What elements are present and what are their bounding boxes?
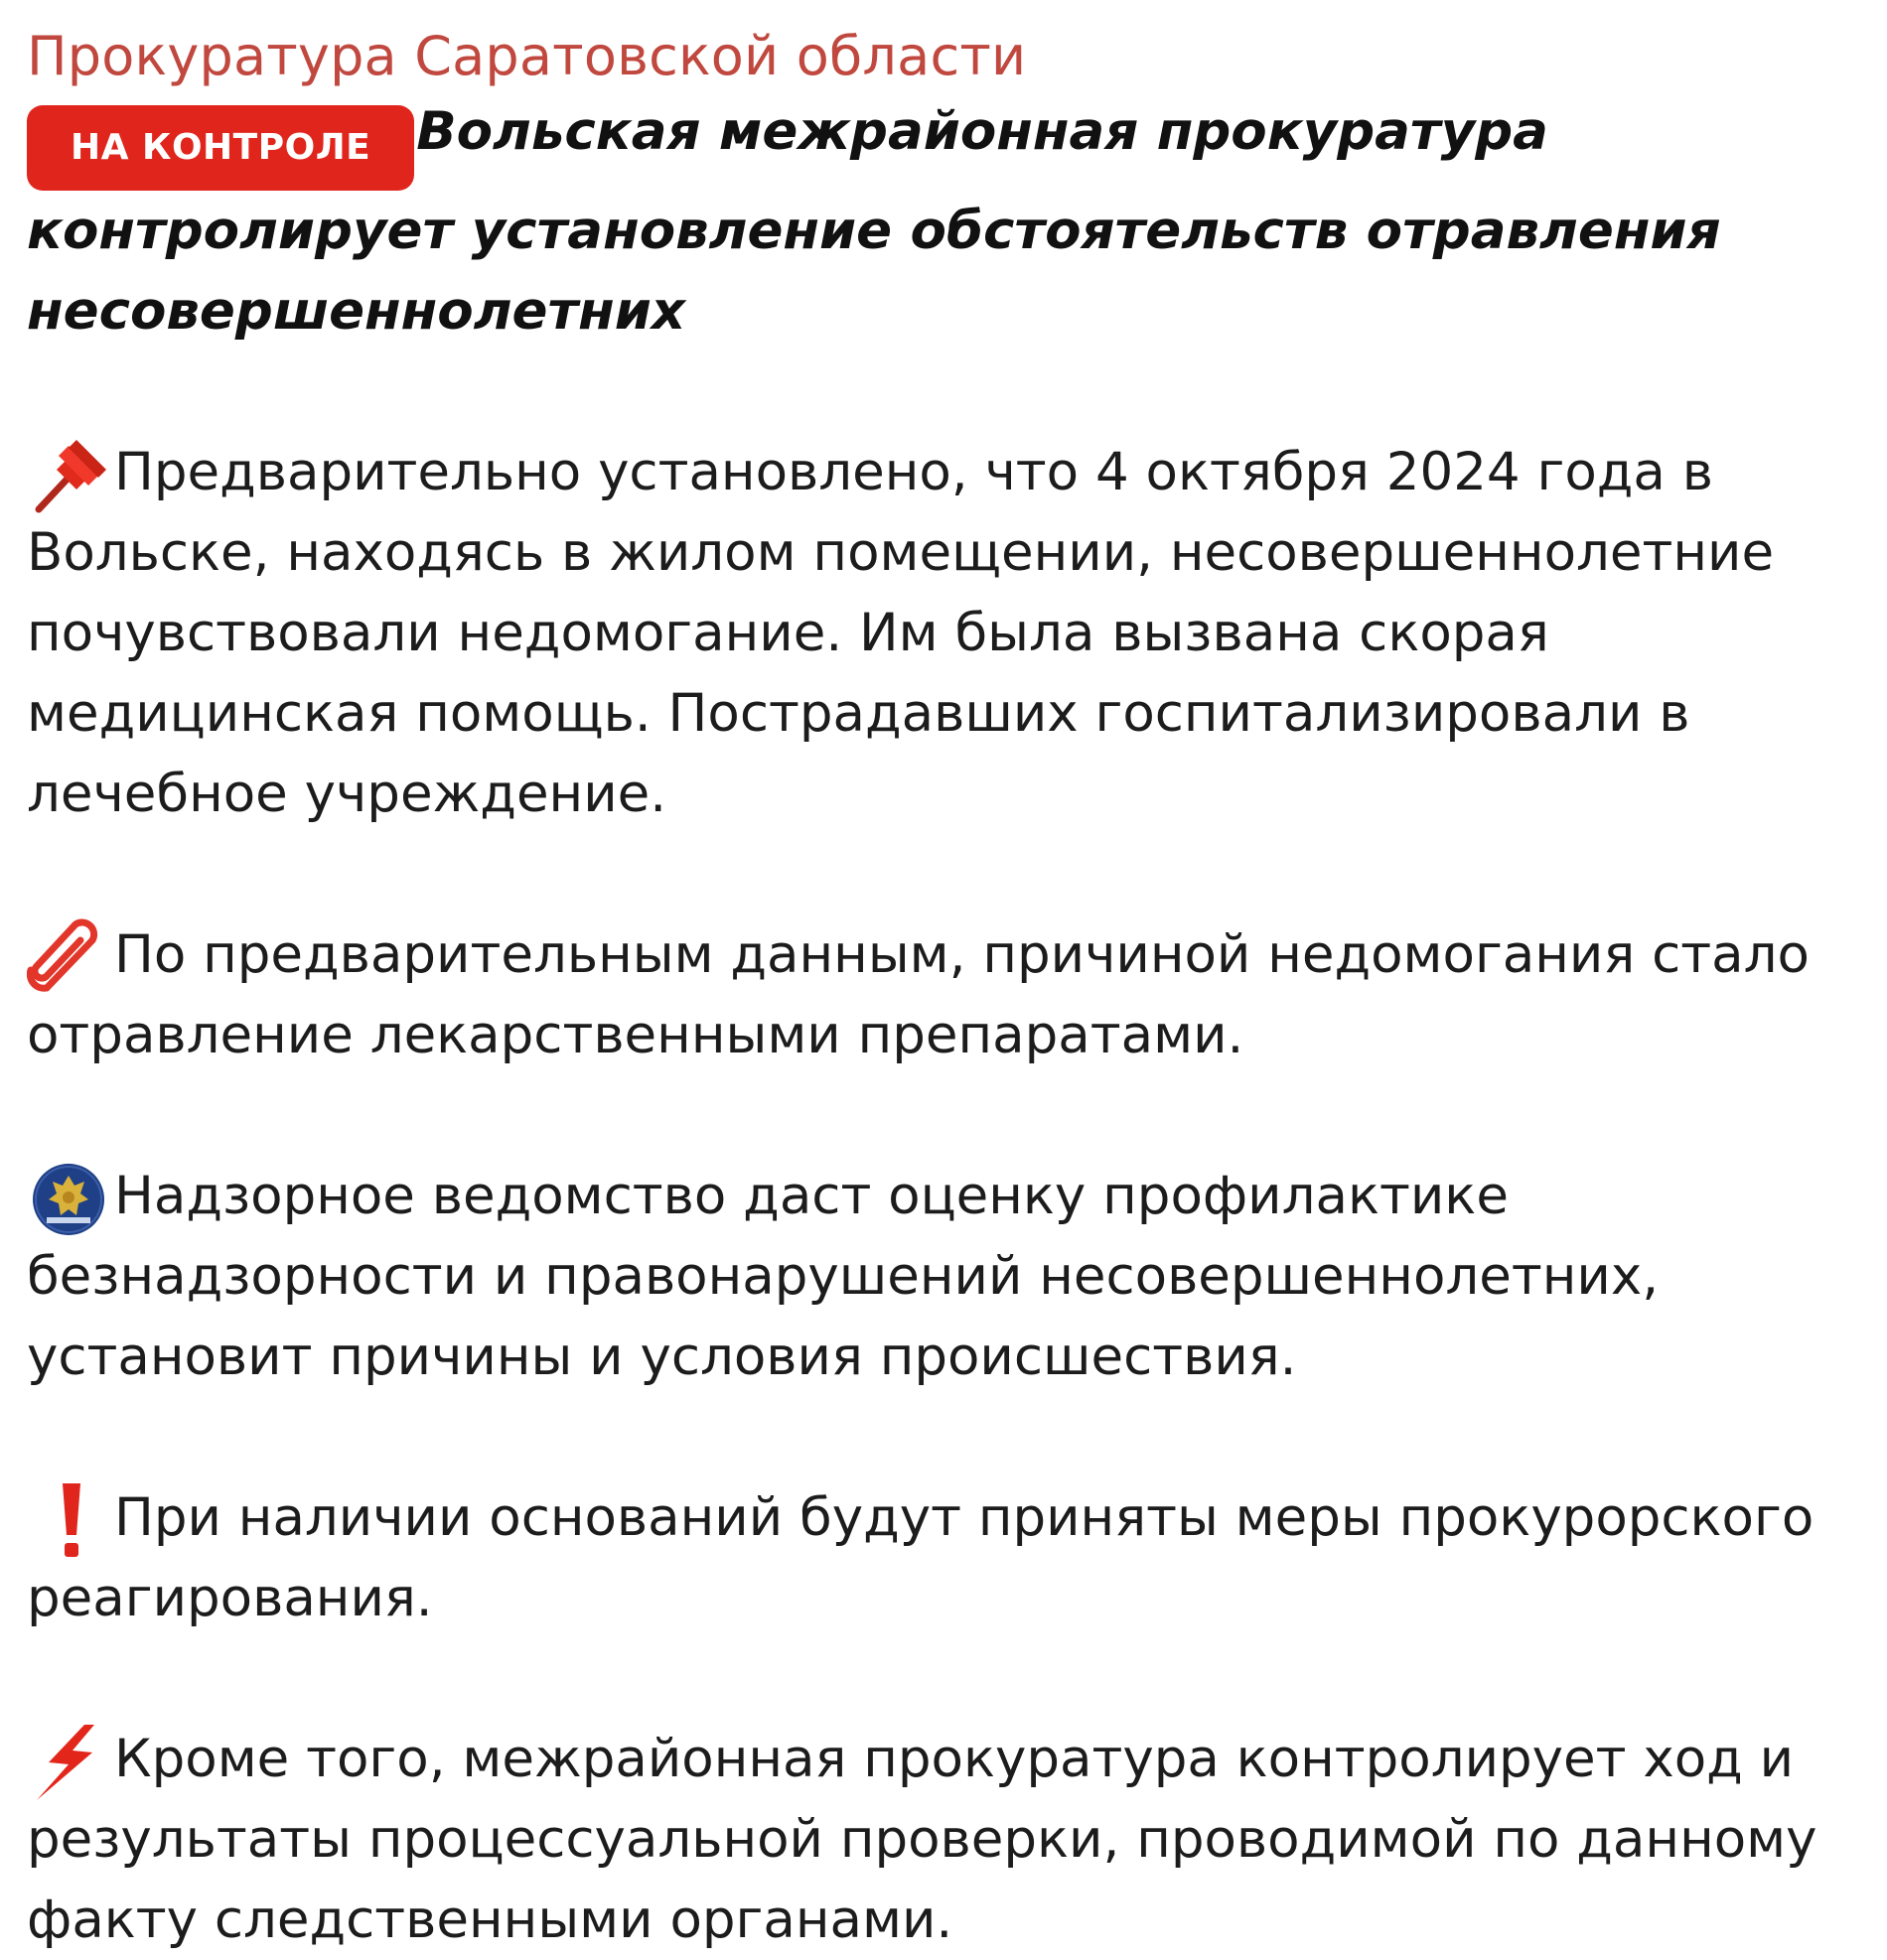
paragraph-3-text: Надзорное ведомство даст оценку профилактике безнадзорности и правонарушений несовершеннолетних, установит причины и условия происшествия.: [27, 1166, 1660, 1387]
message-post: [27, 22, 1864, 1960]
paragraph-2: [27, 914, 1864, 1075]
paragraph-4: [27, 1477, 1864, 1638]
paragraph-5-text: Кроме того, межрайонная прокуратура контролирует ход и результаты процессуальной проверки, проводимой по данному факту следственными органами.: [27, 1729, 1817, 1950]
lightning-icon: [27, 1719, 114, 1799]
control-badge: НА КОНТРОЛЕ: [27, 105, 414, 191]
channel-name[interactable]: Прокуратура Саратовской области: [27, 25, 1027, 87]
paragraph-5: [27, 1719, 1864, 1960]
paragraph-2-text: По предварительным данным, причиной недомогания стало отравление лекарственными препаратами.: [27, 924, 1810, 1065]
paragraph-1-text: Предварительно установлено, что 4 октября 2024 года в Вольске, находясь в жилом помещении, несовершеннолетние почувствовали недомогание. Им была вызвана скорая медицинская помощь. Пострадавших госпитализировали в лечебное учреждение.: [27, 442, 1775, 824]
paragraph-3: [27, 1156, 1864, 1397]
paragraph-4-text: При наличии оснований будут приняты меры прокурорского реагирования.: [27, 1487, 1814, 1628]
exclamation-icon: [27, 1477, 114, 1558]
post-headline: [27, 91, 1864, 351]
headline-text: Вольская межрайонная прокуратура контролирует установление обстоятельств отравления несовершеннолетних: [27, 101, 1721, 342]
prosecutor-emblem-icon: [27, 1156, 114, 1236]
paperclip-icon: [27, 914, 114, 995]
pushpin-icon: [27, 432, 114, 512]
paragraph-1: [27, 432, 1864, 834]
